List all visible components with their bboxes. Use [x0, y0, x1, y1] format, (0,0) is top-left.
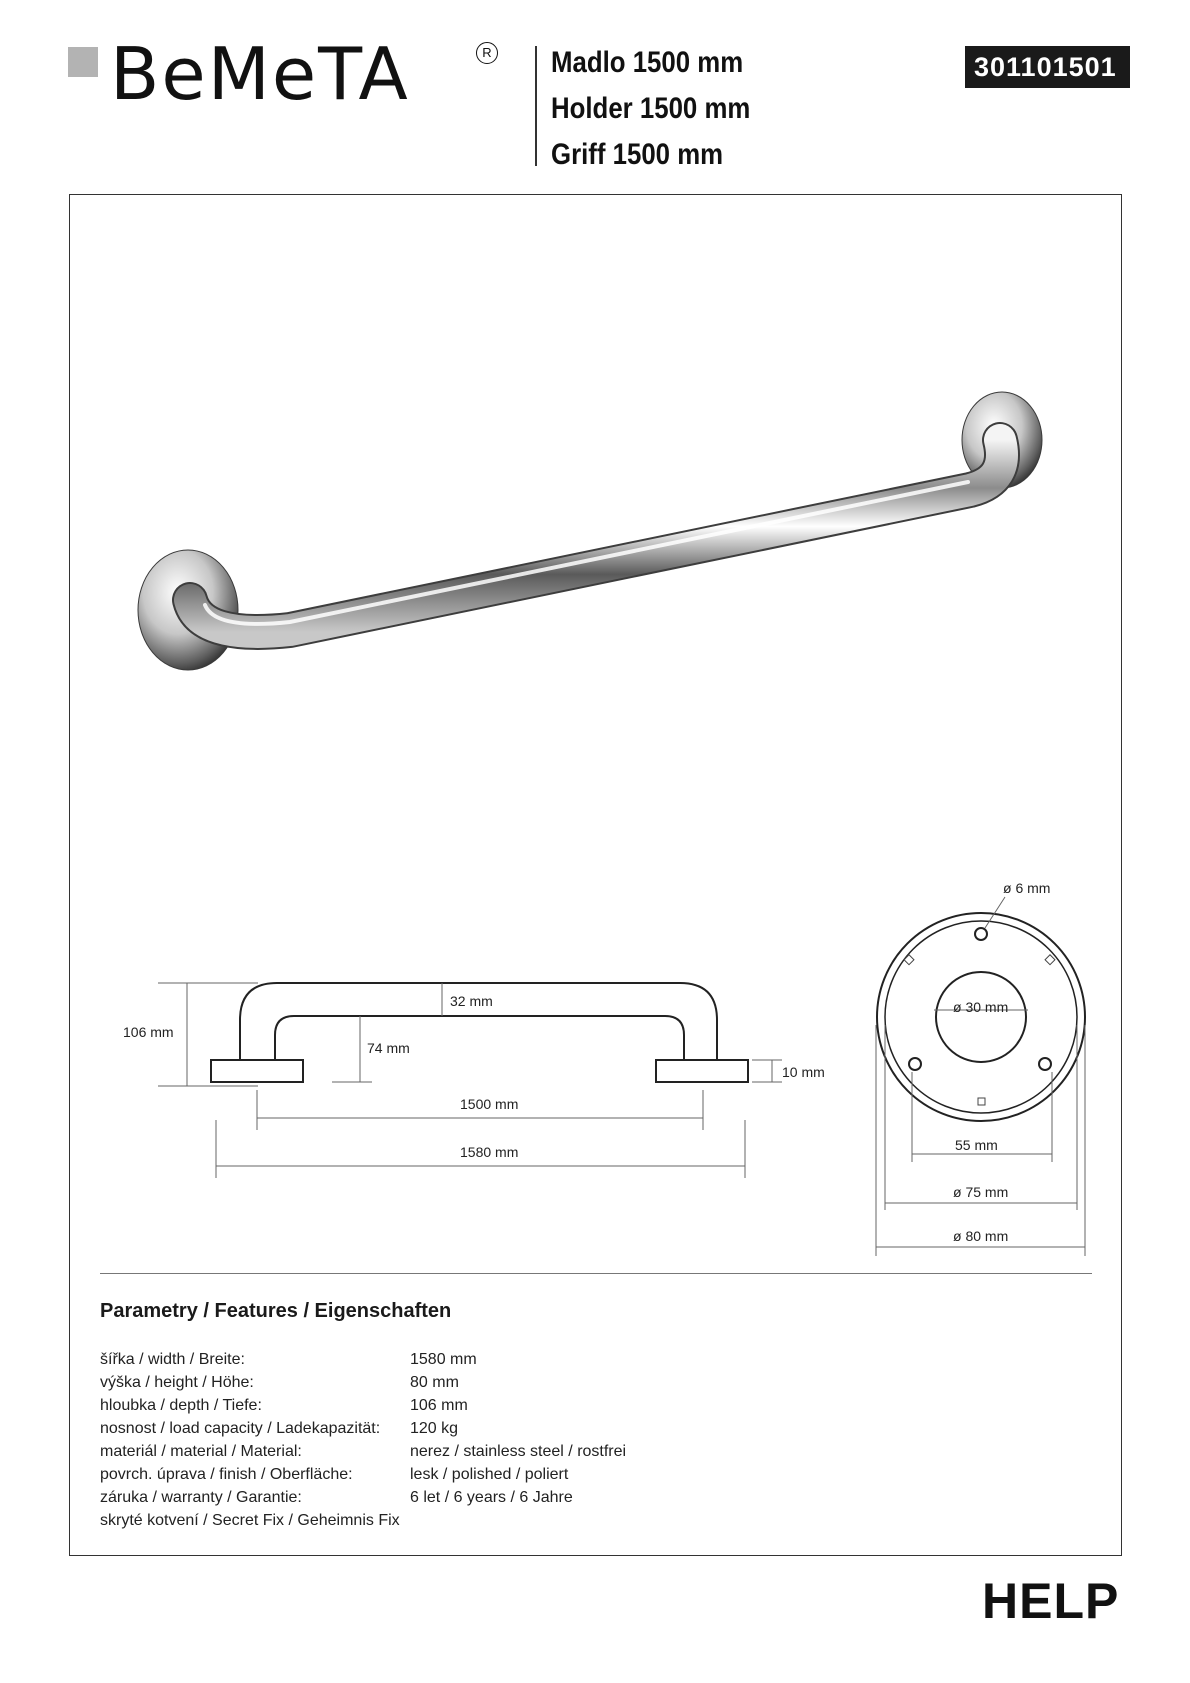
feature-value: 1580 mm — [410, 1351, 477, 1368]
rosette-outer-circle — [877, 913, 1085, 1121]
product-code-badge: 301101501 — [965, 46, 1130, 88]
feature-label: nosnost / load capacity / Ladekapazität: — [100, 1420, 381, 1437]
feature-value: 80 mm — [410, 1374, 459, 1391]
feature-label: záruka / warranty / Garantie: — [100, 1489, 302, 1506]
rosette-inner-circle — [936, 972, 1026, 1062]
dim-mid-diameter: ø 75 mm — [953, 1184, 1009, 1200]
side-tube-inner — [275, 1016, 684, 1060]
dim-base-thickness: 10 mm — [782, 1064, 825, 1080]
rosette-mid-circle — [885, 921, 1077, 1113]
feature-value: nerez / stainless steel / rostfrei — [410, 1443, 627, 1460]
rosette-hole-top — [975, 928, 987, 940]
series-label: HELP — [982, 1573, 1120, 1629]
side-base-left — [211, 1060, 303, 1082]
dim-inner-height: 74 mm — [367, 1040, 410, 1056]
rosette-hole-right — [1039, 1058, 1051, 1070]
brand-logo: BeMeTA — [110, 32, 410, 116]
feature-label: skryté kotvení / Secret Fix / Geheimnis Fix — [100, 1512, 400, 1529]
feature-label: materiál / material / Material: — [100, 1443, 302, 1460]
feature-label: povrch. úprava / finish / Oberfläche: — [100, 1466, 353, 1483]
feature-label: výška / height / Höhe: — [100, 1374, 254, 1391]
feature-label: hloubka / depth / Tiefe: — [100, 1397, 262, 1414]
dim-inner-width: 1500 mm — [460, 1096, 519, 1112]
feature-value: 106 mm — [410, 1397, 468, 1414]
section-divider — [100, 1273, 1092, 1274]
dim-hole: ø 6 mm — [1003, 880, 1051, 896]
dim-inner-diameter: ø 30 mm — [953, 999, 1009, 1015]
rosette-hole-left — [909, 1058, 921, 1070]
registered-mark: R — [476, 42, 498, 64]
feature-value: 6 let / 6 years / 6 Jahre — [410, 1489, 573, 1506]
feature-value: 120 kg — [410, 1420, 459, 1437]
side-base-right — [656, 1060, 748, 1082]
dim-height-total: 106 mm — [123, 1024, 174, 1040]
dim-hole-spacing: 55 mm — [955, 1137, 998, 1153]
features-title: Parametry / Features / Eigenschaften — [100, 1300, 452, 1322]
title-cz: Madlo 1500 mm — [551, 46, 744, 79]
dim-outer-diameter: ø 80 mm — [953, 1228, 1009, 1244]
title-en: Holder 1500 mm — [551, 92, 751, 125]
title-de: Griff 1500 mm — [551, 138, 724, 171]
feature-label: šířka / width / Breite: — [100, 1351, 245, 1368]
dim-outer-width: 1580 mm — [460, 1144, 519, 1160]
feature-value: lesk / polished / poliert — [410, 1466, 569, 1483]
dim-tube-diameter: 32 mm — [450, 993, 493, 1009]
